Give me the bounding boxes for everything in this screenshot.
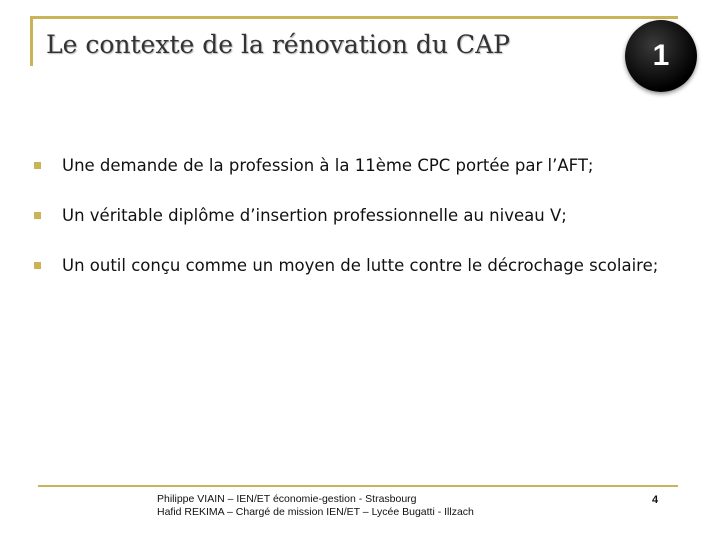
square-bullet-icon [34,162,41,169]
page-number: 4 [652,494,659,506]
footer-credits [157,493,474,519]
footer-line-1: Philippe VIAIN – IEN/ET économie-gestion - Strasbourg [157,493,417,505]
square-bullet-icon [34,212,41,219]
bullet-text: Une demande de la profession à la 11ème CPC portée par l’AFT; [62,156,594,175]
footer-divider [38,485,678,487]
footer-line-2: Hafid REKIMA – Chargé de mission IEN/ET – Lycée Bugatti - Illzach [157,506,474,518]
square-bullet-icon [34,262,41,269]
slide-title: Le contexte de la rénovation du CAP [46,30,510,59]
bullet-text: Un véritable diplôme d’insertion professionnelle au niveau V; [62,206,567,225]
bullet-text: Un outil conçu comme un moyen de lutte contre le décrochage scolaire; [62,256,659,275]
slide-number-badge: 1 [625,20,697,92]
